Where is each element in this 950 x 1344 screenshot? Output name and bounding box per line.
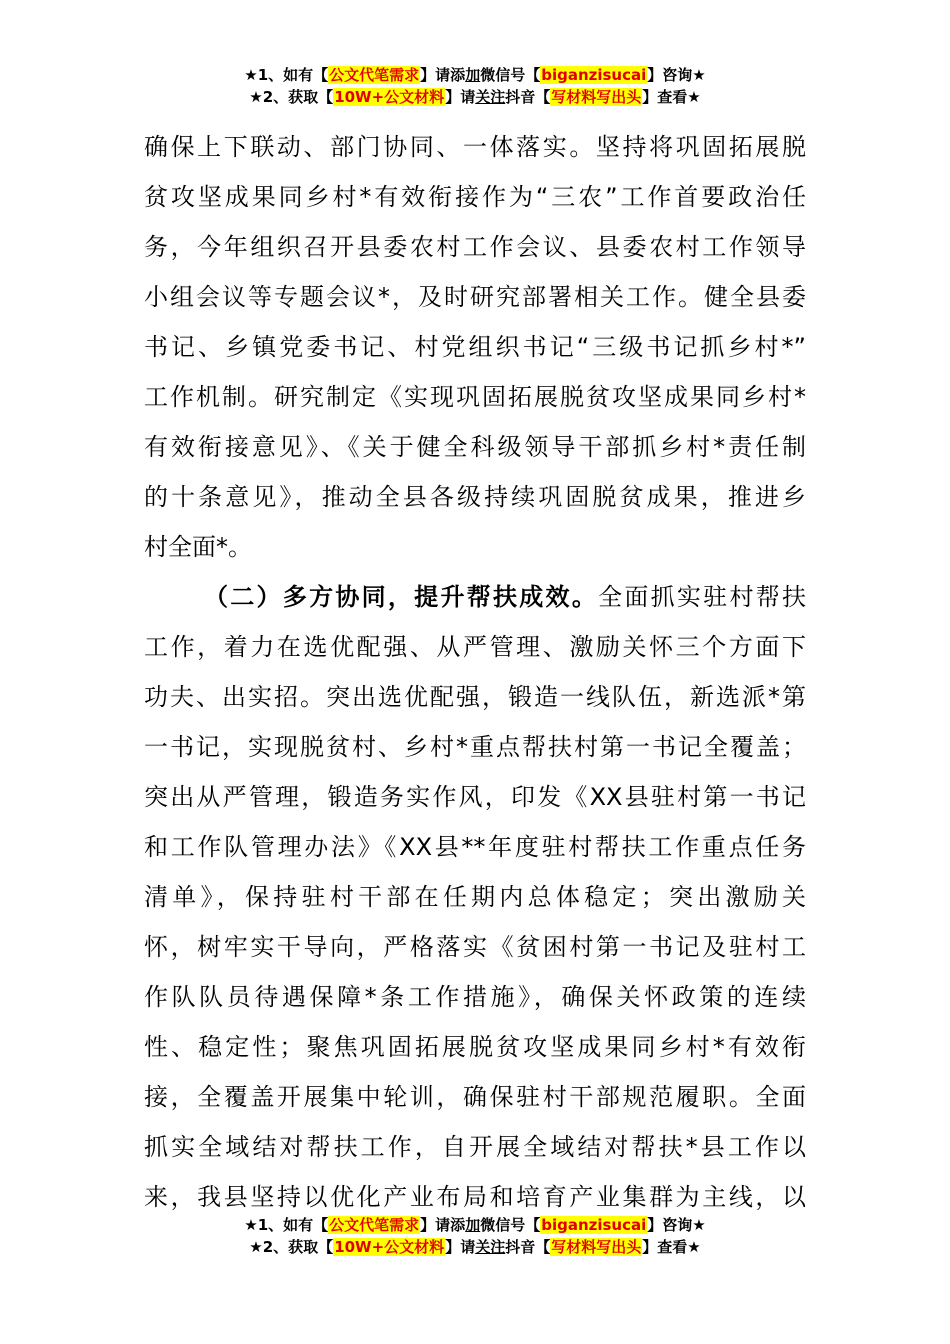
banner-highlight: biganzisucai	[541, 66, 647, 84]
banner-highlight: 写材料写出头	[551, 88, 642, 106]
banner-highlight: 公文代笔需求	[329, 66, 420, 84]
text-line: 来，我县坚持以优化产业布局和培育产业集群为主线，以	[144, 1183, 806, 1211]
banner-text: 】请添	[420, 66, 466, 84]
text-line: 小组会议等专题会议*，及时研究部署相关工作。健全县委	[144, 283, 806, 311]
text-line: 怀，树牢实干导向，严格落实《贫困村第一书记及驻村工	[144, 933, 806, 961]
text-line: 有效衔接意见》、《关于健全科级领导干部抓乡村*责任制	[144, 433, 806, 461]
text-line: 性、稳定性；聚焦巩固拓展脱贫攻坚成果同乡村*有效衔	[144, 1033, 806, 1061]
banner-text: 】请	[445, 88, 476, 106]
banner-text: 抖音【	[505, 1238, 551, 1256]
banner-text: 】咨询★	[647, 1216, 706, 1234]
banner-underlined: 关注	[475, 88, 506, 106]
footer-banner	[0, 1214, 950, 1258]
banner-highlight: biganzisucai	[541, 1216, 647, 1234]
text-line: 清单》，保持驻村干部在任期内总体稳定；突出激励关	[144, 883, 806, 911]
section-heading: （二）多方协同，提升帮扶成效。	[204, 583, 599, 611]
banner-highlight: 10W+公文材料	[334, 88, 445, 106]
text-line: 作队队员待遇保障*条工作措施》，确保关怀政策的连续	[144, 983, 806, 1011]
text-line: 村全面*。	[144, 533, 252, 561]
text-line: 的十条意见》，推动全县各级持续巩固脱贫成果，推进乡	[144, 483, 806, 511]
text-line	[144, 572, 806, 622]
banner-text: 】请	[445, 1238, 476, 1256]
text-line: 书记、乡镇党委书记、村党组织书记“三级书记抓乡村*”	[144, 333, 806, 361]
banner-highlight: 写材料写出头	[551, 1238, 642, 1256]
banner-text: ★1、如有【	[244, 1216, 329, 1234]
text-line: 突出从严管理，锻造务实作风，印发《XX县驻村第一书记	[144, 783, 806, 811]
text-line: 抓实全域结对帮扶工作，自开展全域结对帮扶*县工作以	[144, 1133, 806, 1161]
banner-highlight: 公文代笔需求	[329, 1216, 420, 1234]
banner-text: 】请添	[420, 1216, 466, 1234]
banner-highlight: 10W+公文材料	[334, 1238, 445, 1256]
banner-underlined: 加	[465, 66, 481, 84]
banner-underlined: 加	[465, 1216, 481, 1234]
text-line: 务，今年组织召开县委农村工作会议、县委农村工作领导	[144, 233, 806, 261]
document-body	[144, 122, 806, 1222]
banner-line-1	[0, 1214, 950, 1236]
banner-text: 微信号【	[480, 66, 541, 84]
text-line: 工作机制。研究制定《实现巩固拓展脱贫攻坚成果同乡村*	[144, 383, 806, 411]
text-line: 确保上下联动、部门协同、一体落实。坚持将巩固拓展脱	[144, 133, 806, 161]
banner-text: ★1、如有【	[244, 66, 329, 84]
text-line: 一书记，实现脱贫村、乡村*重点帮扶村第一书记全覆盖；	[144, 733, 806, 761]
text-line: 工作，着力在选优配强、从严管理、激励关怀三个方面下	[144, 633, 806, 661]
banner-line-2	[0, 86, 950, 108]
banner-underlined: 关注	[475, 1238, 506, 1256]
banner-text: 微信号【	[480, 1216, 541, 1234]
banner-text: 】咨询★	[647, 66, 706, 84]
text-line: 接，全覆盖开展集中轮训，确保驻村干部规范履职。全面	[144, 1083, 806, 1111]
text-run: 全面抓实驻村帮扶	[598, 583, 807, 611]
banner-text: 抖音【	[505, 88, 551, 106]
header-banner	[0, 64, 950, 108]
banner-line-1	[0, 64, 950, 86]
banner-text: ★2、获取【	[249, 88, 334, 106]
paragraph-1	[144, 122, 806, 572]
banner-text: 】查看★	[642, 1238, 701, 1256]
paragraph-2	[144, 572, 806, 1222]
text-line: 功夫、出实招。突出选优配强，锻造一线队伍，新选派*第	[144, 683, 806, 711]
banner-text: ★2、获取【	[249, 1238, 334, 1256]
banner-line-2	[0, 1236, 950, 1258]
text-line: 和工作队管理办法》《XX县**年度驻村帮扶工作重点任务	[144, 833, 806, 861]
banner-text: 】查看★	[642, 88, 701, 106]
text-line: 贫攻坚成果同乡村*有效衔接作为“三农”工作首要政治任	[144, 183, 806, 211]
